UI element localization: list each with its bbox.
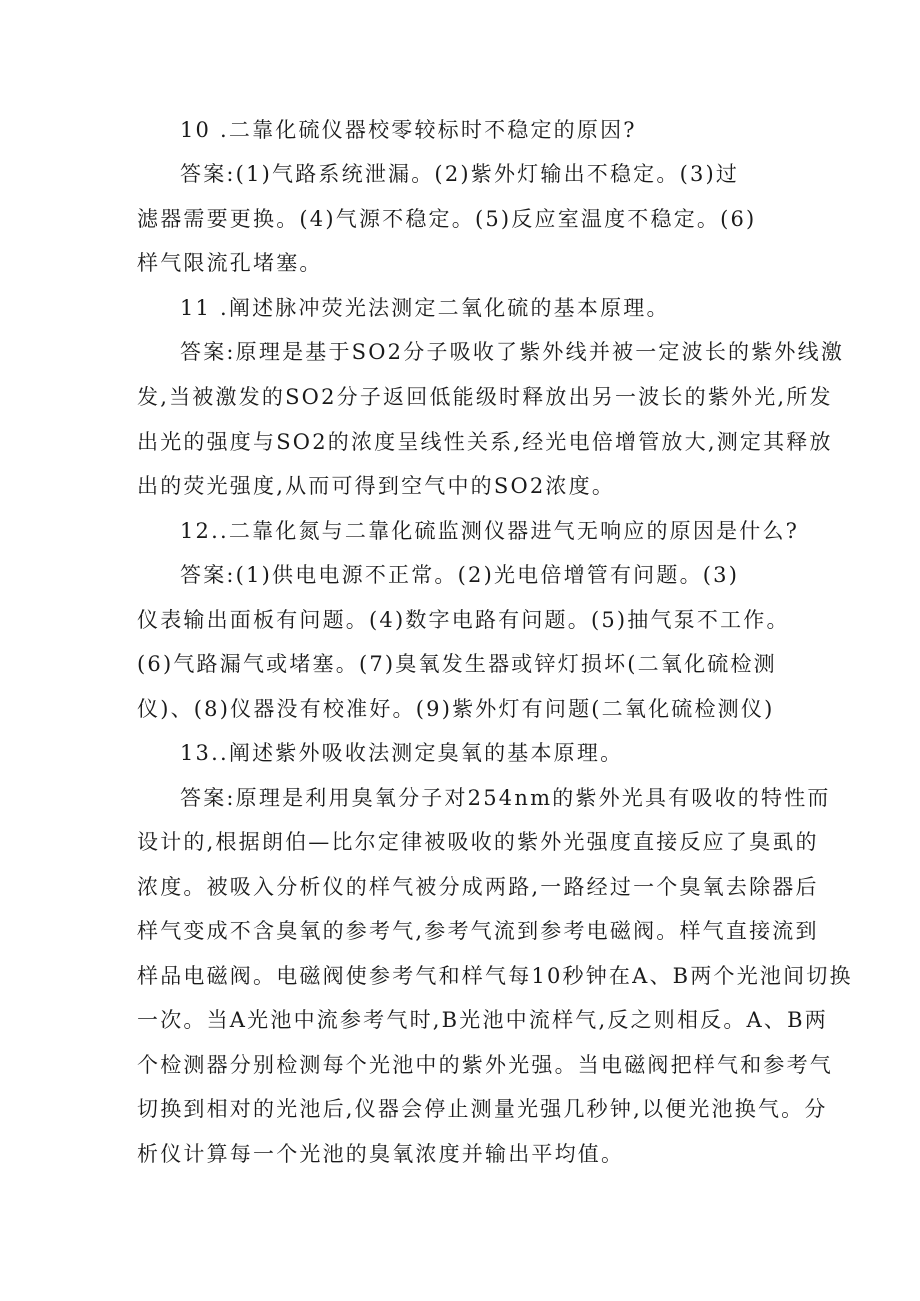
question-13-answer-line-6: 一次。当A光池中流参考气时,B光池中流样气,反之则相反。A、B两 [137,1008,828,1032]
question-12-answer-line-3: (6)气路漏气或堵塞。(7)臭氧发生器或锌灯损坏(二氧化硫检测 [137,652,777,676]
question-10-answer-line-1: 答案:(1)气路系统泄漏。(2)紫外灯输出不稳定。(3)过 [180,162,740,186]
question-12-title: 12..二靠化氮与二靠化硫监测仪器进气无响应的原因是什么? [180,519,800,543]
question-13-answer-line-7: 个检测器分别检测每个光池中的紫外光强。当电磁阀把样气和参考气 [137,1053,833,1077]
question-10-answer-line-2: 滤器需要更换。(4)气源不稳定。(5)反应室温度不稳定。(6) [137,207,757,231]
question-11-answer-line-3: 出光的强度与SO2的浓度呈线性关系,经光电倍增管放大,测定其释放 [137,430,833,454]
question-13-title: 13..阐述紫外吸收法测定臭氧的基本原理。 [180,741,624,765]
question-11-title: 11 .阐述脉冲荧光法测定二氧化硫的基本原理。 [180,296,670,320]
question-13-answer-line-9: 析仪计算每一个光池的臭氧浓度并输出平均值。 [137,1142,625,1166]
question-11-answer-line-1: 答案:原理是基于SO2分子吸收了紫外线并被一定波长的紫外线激 [180,340,845,364]
question-12-answer-line-2: 仪表输出面板有问题。(4)数字电路有问题。(5)抽气泵不工作。 [137,608,790,632]
question-11-answer-line-2: 发,当被激发的SO2分子返回低能级时释放出另一波长的紫外光,所发 [137,385,833,409]
question-13-answer-line-5: 样品电磁阀。电磁阀使参考气和样气每10秒钟在A、B两个光池间切换 [137,964,853,988]
question-10-title: 10 .二靠化硫仪器校零较标时不稳定的原因? [180,118,637,142]
question-13-answer-line-8: 切换到相对的光池后,仪器会停止测量光强几秒钟,以便光池换气。分 [137,1097,828,1121]
question-13-answer-line-4: 样气变成不含臭氧的参考气,参考气流到参考电磁阀。样气直接流到 [137,919,819,943]
question-13-answer-line-2: 设计的,根据朗伯—比尔定律被吸收的紫外光强度直接反应了臭虱的 [137,830,819,854]
question-13-answer-line-1: 答案:原理是利用臭氧分子对254nm的紫外光具有吸收的特性而 [180,786,831,810]
question-12-answer-line-1: 答案:(1)供电电源不正常。(2)光电倍增管有问题。(3) [180,563,740,587]
question-10-answer-line-3: 样气限流孔堵塞。 [137,251,323,275]
question-12-answer-line-4: 仪)、(8)仪器没有校准好。(9)紫外灯有问题(二氧化硫检测仪) [137,697,775,721]
question-11-answer-line-4: 出的荧光强度,从而可得到空气中的SO2浓度。 [137,474,616,498]
question-13-answer-line-3: 浓度。被吸入分析仪的样气被分成两路,一路经过一个臭氧去除器后 [137,875,819,899]
